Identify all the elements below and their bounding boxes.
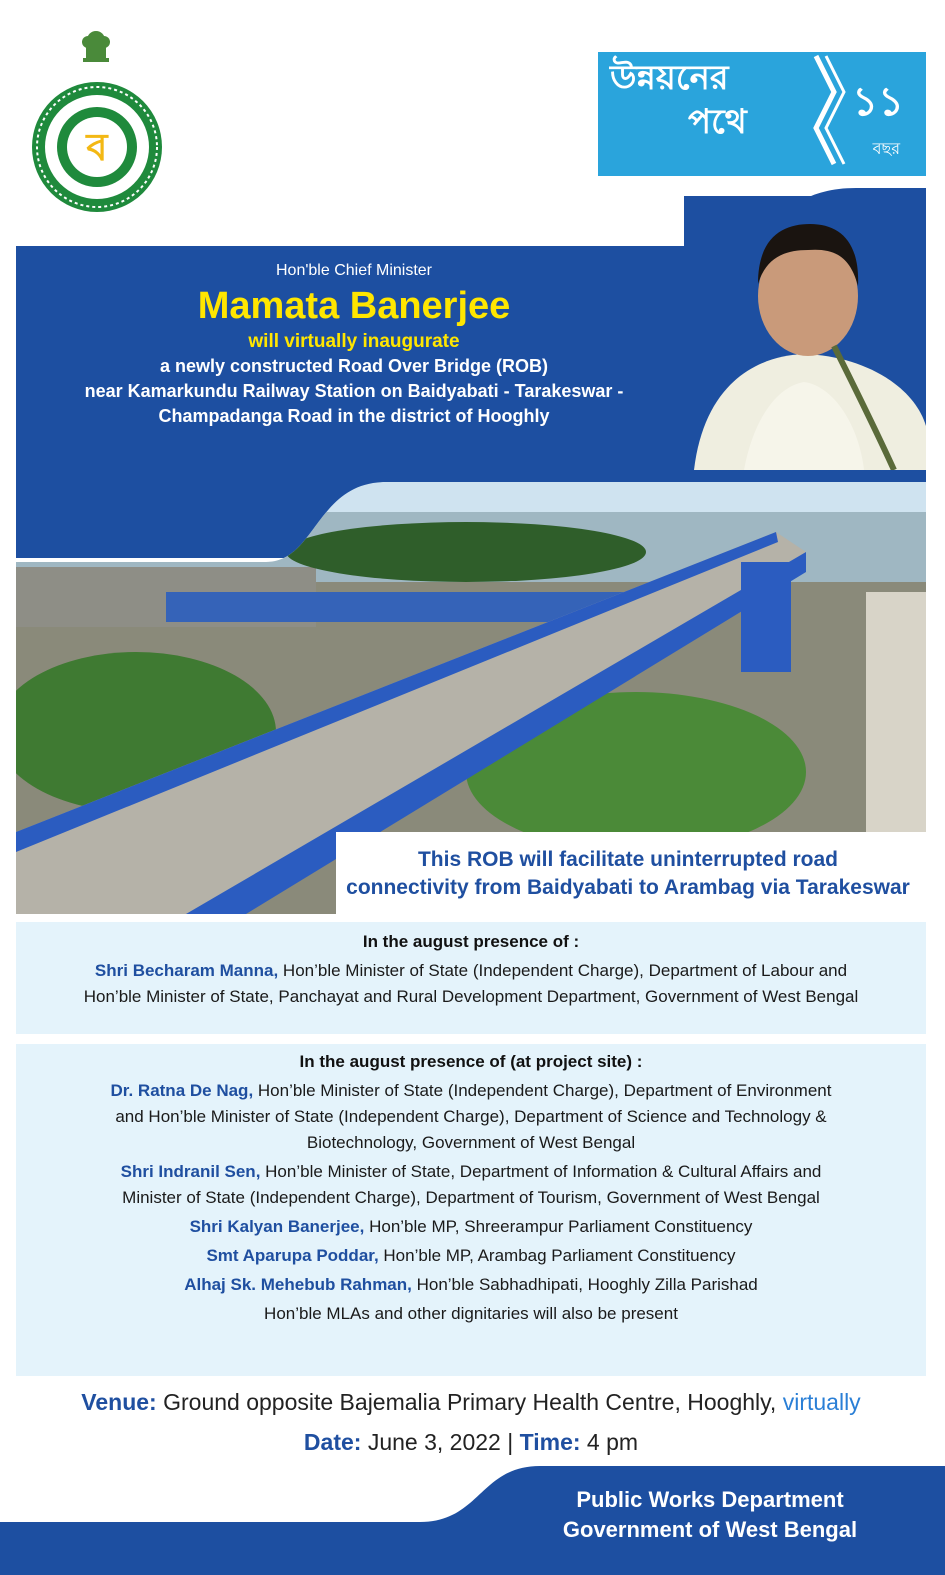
presence-heading: In the august presence of : (362, 932, 580, 951)
caption-line2: connectivity from Baidyabati to Arambag via Tarakeswar (346, 876, 910, 899)
footer-government: Government of West Bengal (562, 1517, 858, 1542)
banner-line2: পথে (688, 102, 747, 142)
dignitary-role: and Hon’ble Minister of State (Independent Charge), Department of Science and Technology & (115, 1107, 827, 1126)
presence-entry (16, 958, 926, 1010)
hero-desc-line3: Champadanga Road in the district of Hooghly (158, 406, 550, 426)
banner-title (610, 56, 820, 144)
project-site-panel (16, 1044, 926, 1376)
hero-label: Hon'ble Chief Minister (275, 262, 432, 279)
anniversary-years: বছর (872, 139, 900, 158)
anniversary-number: ১১ (852, 78, 904, 125)
seal-letter: ব (86, 125, 108, 169)
hero-name: Mamata Banerjee (197, 285, 511, 327)
date-value: June 3, 2022 (361, 1429, 508, 1455)
dignitary-role: Hon’ble Minister of State (Independent Charge), Department of Environment (253, 1081, 832, 1100)
dignitary-name: Dr. Ratna De Nag, (110, 1081, 254, 1100)
dignitary-name: Shri Indranil Sen, (120, 1162, 261, 1181)
schedule-line (16, 1426, 926, 1458)
banner-line1: উন্নয়নের (610, 58, 729, 98)
dignitary-entry (16, 1272, 926, 1298)
footer-department: Public Works Department (576, 1487, 844, 1512)
dignitary-entry (16, 1078, 926, 1156)
arrow-chevrons-icon (808, 52, 848, 176)
dignitary-entry (16, 1159, 926, 1211)
national-emblem-icon (78, 22, 114, 66)
dignitary-name: Smt Aparupa Poddar, (206, 1246, 379, 1265)
dignitary-role: Hon’ble MP, Arambag Parliament Constituency (378, 1246, 736, 1265)
dignitary-role: Minister of State (Independent Charge), Department of Tourism, Government of West Bengal (122, 1188, 820, 1207)
presence-role-line1: Hon’ble Minister of State (Independent Charge), Department of Labour and (278, 961, 848, 980)
hero-desc-line1: a newly constructed Road Over Bridge (ROB) (159, 356, 549, 376)
hero-desc-line2: near Kamarkundu Railway Station on Baidyabati - Tarakeswar - (84, 381, 624, 401)
presence-role-line2: Hon’ble Minister of State, Panchayat and Rural Development Department, Government of West Bengal (83, 987, 859, 1006)
presence-panel (16, 922, 926, 1034)
dignitary-entry (16, 1243, 926, 1269)
caption-line1: This ROB will facilitate uninterrupted road (417, 848, 839, 871)
hero-text (24, 260, 684, 429)
bridge-caption (330, 846, 926, 902)
dignitary-role: Hon’ble MP, Shreerampur Parliament Constituency (364, 1217, 753, 1236)
dignitary-entry (16, 1214, 926, 1240)
hero-action: will virtually inaugurate (248, 331, 460, 352)
dignitary-role: Biotechnology, Government of West Bengal (306, 1133, 636, 1152)
venue-label: Venue: (81, 1389, 157, 1415)
portrait-photo (684, 196, 926, 470)
dignitary-name: Shri Kalyan Banerjee, (189, 1217, 365, 1236)
time-value: 4 pm (580, 1429, 639, 1455)
dignitary-name: Alhaj Sk. Mehebub Rahman, (184, 1275, 412, 1294)
presence-name: Shri Becharam Manna, (94, 961, 279, 980)
dignitary-role: Hon’ble Sabhadhipati, Hooghly Zilla Parishad (411, 1275, 758, 1294)
closing-note: Hon’ble MLAs and other dignitaries will also be present (264, 1304, 678, 1323)
date-label: Date: (303, 1429, 362, 1455)
time-label: Time: (513, 1429, 581, 1455)
anniversary-banner (598, 52, 926, 176)
dignitary-role: Hon’ble Minister of State, Department of Information & Cultural Affairs and (260, 1162, 822, 1181)
venue-place: Ground opposite Bajemalia Primary Health Centre, Hooghly, (156, 1389, 783, 1415)
venue-mode: virtually (782, 1389, 861, 1415)
footer-text (530, 1485, 890, 1545)
separator: | (507, 1429, 514, 1455)
project-site-heading: In the august presence of (at project site) : (299, 1052, 643, 1071)
venue-line (16, 1386, 926, 1418)
